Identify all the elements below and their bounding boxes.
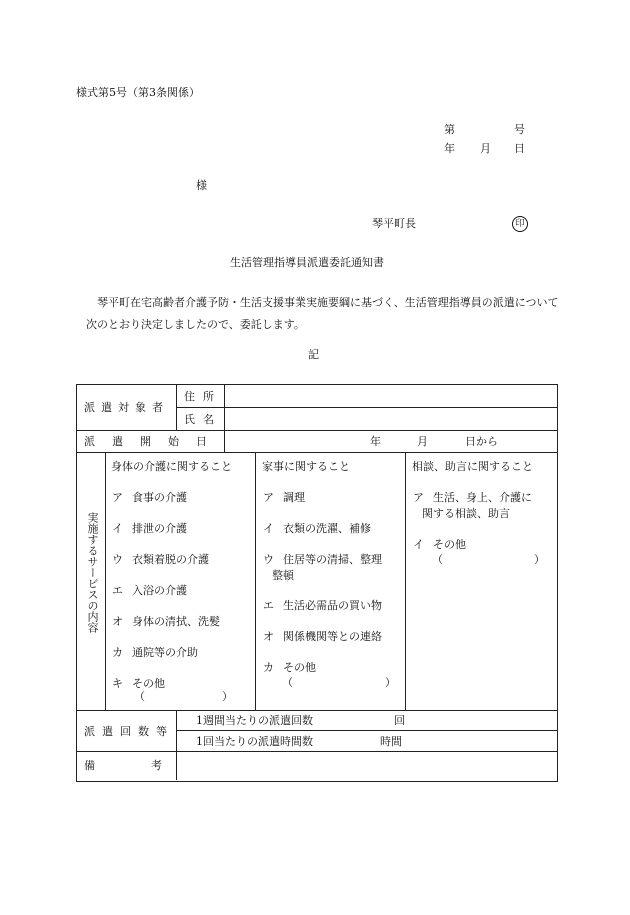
ref-number-suffix: 号 (514, 123, 525, 136)
remarks-text: 備考 (84, 759, 218, 772)
start-date-label: 派遣開始日 (84, 435, 224, 448)
housework-item: イ 衣類の洗濯、補修 (263, 522, 371, 535)
dispatch-target-label (84, 401, 170, 414)
addressee-suffix: 様 (196, 179, 207, 192)
form-number: 様式第5号（第3条関係） (76, 86, 200, 99)
per-week-label: 1週間当たりの派遣回数 (196, 714, 313, 727)
remarks-field[interactable] (178, 753, 554, 778)
per-visit-label: 1回当たりの派遣時間数 (196, 735, 313, 748)
rule (76, 751, 557, 752)
ref-number-prefix: 第 (444, 123, 455, 136)
body-care-item: イ 排泄の介護 (112, 522, 187, 535)
per-visit-unit: 時間 (380, 735, 402, 748)
rule (176, 384, 177, 430)
column-header-housework: 家事に関すること (262, 460, 350, 473)
rule (105, 452, 106, 710)
paren-close: ） (222, 690, 233, 703)
body-care-item: エ 入浴の介護 (112, 584, 187, 597)
intro-paragraph: 琴平町在宅高齢者介護予防・生活支援事業実施要綱に基づく、生活管理指導員の派遣について次のとおり決定しましたので、委託します。 (86, 296, 559, 331)
rule (255, 452, 256, 710)
rule (76, 710, 557, 711)
body-care-item: ウ 衣類着脱の介護 (112, 553, 209, 566)
date-day: 日 (514, 142, 525, 155)
housework-item-cont: 整頓 (272, 569, 294, 582)
rule (405, 452, 406, 710)
rule (76, 430, 557, 431)
consultation-item-cont: 関する相談、助言 (422, 507, 510, 520)
paren-open: （ (432, 553, 443, 566)
consultation-item: ア 生活、身上、介護に (413, 491, 532, 504)
body-care-item: キ その他 (112, 677, 165, 690)
housework-item: オ 関係機関等との連絡 (263, 630, 382, 643)
body-care-item: ア 食事の介護 (112, 491, 187, 504)
start-date-from: 日から (465, 435, 498, 448)
start-date-month: 月 (417, 435, 428, 448)
ki-heading: 記 (308, 348, 319, 361)
rule (176, 730, 557, 731)
paren-open: （ (282, 676, 293, 689)
housework-item: カ その他 (263, 661, 316, 674)
column-header-body-care: 身体の介護に関すること (111, 460, 232, 473)
address-field[interactable] (226, 386, 554, 405)
consultation-item: イ その他 (413, 538, 466, 551)
rule (176, 407, 557, 408)
seal-mark: 印 (512, 216, 528, 232)
address-label: 住所 (184, 390, 222, 403)
dispatch-count-label: 派遣回数等 (84, 725, 174, 738)
name-field[interactable] (226, 409, 554, 428)
housework-item: ウ 住居等の清掃、整理 (263, 553, 382, 566)
label-text: 派遣対象者 (84, 401, 169, 414)
per-week-unit: 回 (394, 714, 405, 727)
body-care-item: オ 身体の清拭、洗髪 (112, 615, 220, 628)
document-title: 生活管理指導員派遣委託通知書 (230, 256, 384, 269)
start-date-year: 年 (370, 435, 381, 448)
remarks-label (84, 759, 218, 772)
column-header-consultation: 相談、助言に関すること (412, 460, 533, 473)
paren-open: （ (134, 690, 145, 703)
housework-item: ア 調理 (263, 491, 305, 504)
issuer-name: 琴平町長 (372, 217, 416, 230)
name-label: 氏名 (184, 413, 222, 426)
paren-close: ） (385, 676, 396, 689)
rule (76, 452, 557, 453)
date-month: 月 (480, 142, 491, 155)
body-care-item: カ 通院等の介助 (112, 646, 198, 659)
paren-close: ） (534, 553, 545, 566)
date-year: 年 (444, 142, 455, 155)
rule (224, 384, 225, 453)
housework-item: エ 生活必需品の買い物 (263, 599, 382, 612)
services-label: 実施するサービスの内容 (86, 512, 99, 633)
